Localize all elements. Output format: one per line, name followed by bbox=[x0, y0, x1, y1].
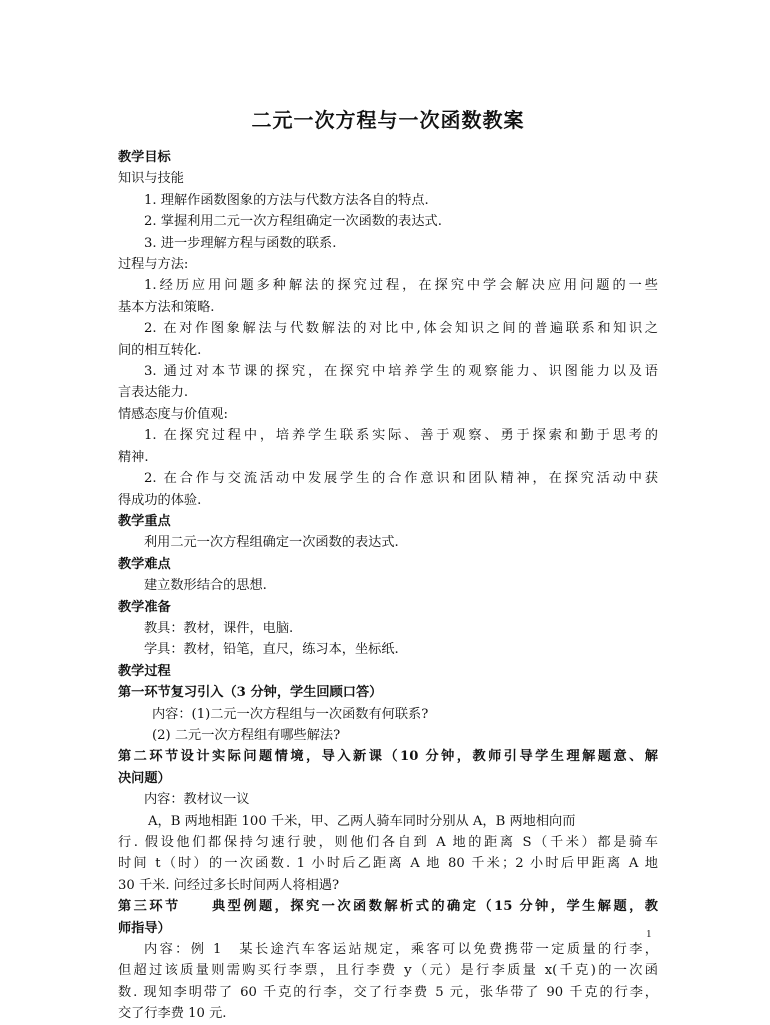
text-line: 1. 理解作函数图象的方法与代数方法各自的特点. bbox=[144, 192, 429, 208]
page-number: 1 bbox=[646, 928, 652, 940]
text-line: 利用二元一次方程组确定一次函数的表达式. bbox=[144, 535, 399, 551]
section-heading: 教学难点 bbox=[118, 556, 171, 572]
text-line: 过程与方法: bbox=[118, 257, 189, 273]
text-line: 内容：(1)二元一次方程组与一次函数有何联系? bbox=[152, 706, 429, 722]
section-heading: 决问题） bbox=[118, 770, 171, 786]
text-line: 2. 在对作图象解法与代数解法的对比中,体会知识之间的普遍联系和知识之 bbox=[144, 321, 658, 337]
text-line: 数. 现知李明带了 60 千克的行李，交了行李费 5 元，张华带了 90 千克的行李， bbox=[118, 984, 658, 1000]
text-line: A，B 两地相距 100 千米，甲、乙两人骑车同时分别从 A，B 两地相向而 bbox=[148, 813, 576, 829]
text-line: 得成功的体验. bbox=[118, 492, 202, 508]
section-heading: 第三环节 典型例题，探究一次函数解析式的确定（15 分钟，学生解题，教 bbox=[118, 899, 658, 915]
text-line: 基本方法和策略. bbox=[118, 299, 215, 315]
text-line: 行. 假设他们都保持匀速行驶，则他们各自到 A 地的距离 S（千米）都是骑车 bbox=[118, 835, 658, 850]
text-line: 时间 t（时）的一次函数. 1 小时后乙距离 A 地 80 千米；2 小时后甲距离 A 地 bbox=[118, 856, 658, 872]
text-line: 3. 进一步理解方程与函数的联系. bbox=[144, 235, 337, 251]
text-line: 1.经历应用问题多种解法的探究过程，在探究中学会解决应用问题的一些 bbox=[144, 278, 658, 294]
text-line: 交了行李费 10 元. bbox=[118, 1006, 227, 1022]
text-line: 2. 在合作与交流活动中发展学生的合作意识和团队精神，在探究活动中获 bbox=[144, 471, 658, 487]
section-heading: 教学重点 bbox=[118, 513, 171, 529]
section-heading: 第一环节复习引入（3 分钟，学生回顾口答） bbox=[118, 685, 383, 701]
text-line: 学具：教材，铅笔，直尺，练习本，坐标纸. bbox=[144, 642, 399, 658]
document-title: 二元一次方程与一次函数教案 bbox=[251, 108, 525, 132]
document-page bbox=[118, 104, 658, 1025]
section-heading: 教学准备 bbox=[118, 599, 171, 615]
text-line: 2. 掌握利用二元一次方程组确定一次函数的表达式. bbox=[144, 214, 442, 230]
text-line: 3. 通过对本节课的探究，在探究中培养学生的观察能力、识图能力以及语 bbox=[144, 364, 658, 380]
text-line: 间的相互转化. bbox=[118, 342, 202, 358]
text-line: 内容：教材议一议 bbox=[144, 792, 250, 808]
text-line: 情感态度与价值观: bbox=[118, 406, 228, 422]
section-heading: 师指导） bbox=[118, 920, 171, 936]
document-body bbox=[118, 147, 658, 1025]
text-line: (2) 二元一次方程组有哪些解法? bbox=[152, 727, 341, 743]
text-line: 30 千米. 问经过多长时间两人将相遇? bbox=[118, 877, 340, 893]
section-heading: 第二环节设计实际问题情境，导入新课（10 分钟，教师引导学生理解题意、解 bbox=[118, 749, 658, 765]
text-line: 1. 在探究过程中，培养学生联系实际、善于观察、勇于探索和勤于思考的 bbox=[144, 428, 658, 444]
text-line: 知识与技能 bbox=[118, 171, 184, 187]
section-heading: 教学目标 bbox=[118, 150, 171, 165]
text-line: 内容：例 1 某长途汽车客运站规定，乘客可以免费携带一定质量的行李， bbox=[144, 942, 658, 958]
text-line: 精神. bbox=[118, 449, 149, 465]
text-line: 教具：教材，课件，电脑. bbox=[144, 620, 294, 636]
section-heading: 教学过程 bbox=[118, 663, 171, 679]
text-line: 言表达能力. bbox=[118, 385, 189, 401]
text-line: 建立数形结合的思想. bbox=[144, 578, 267, 594]
text-line: 但超过该质量则需购买行李票，且行李费 y（元）是行李质量 x(千克)的一次函 bbox=[118, 963, 658, 979]
